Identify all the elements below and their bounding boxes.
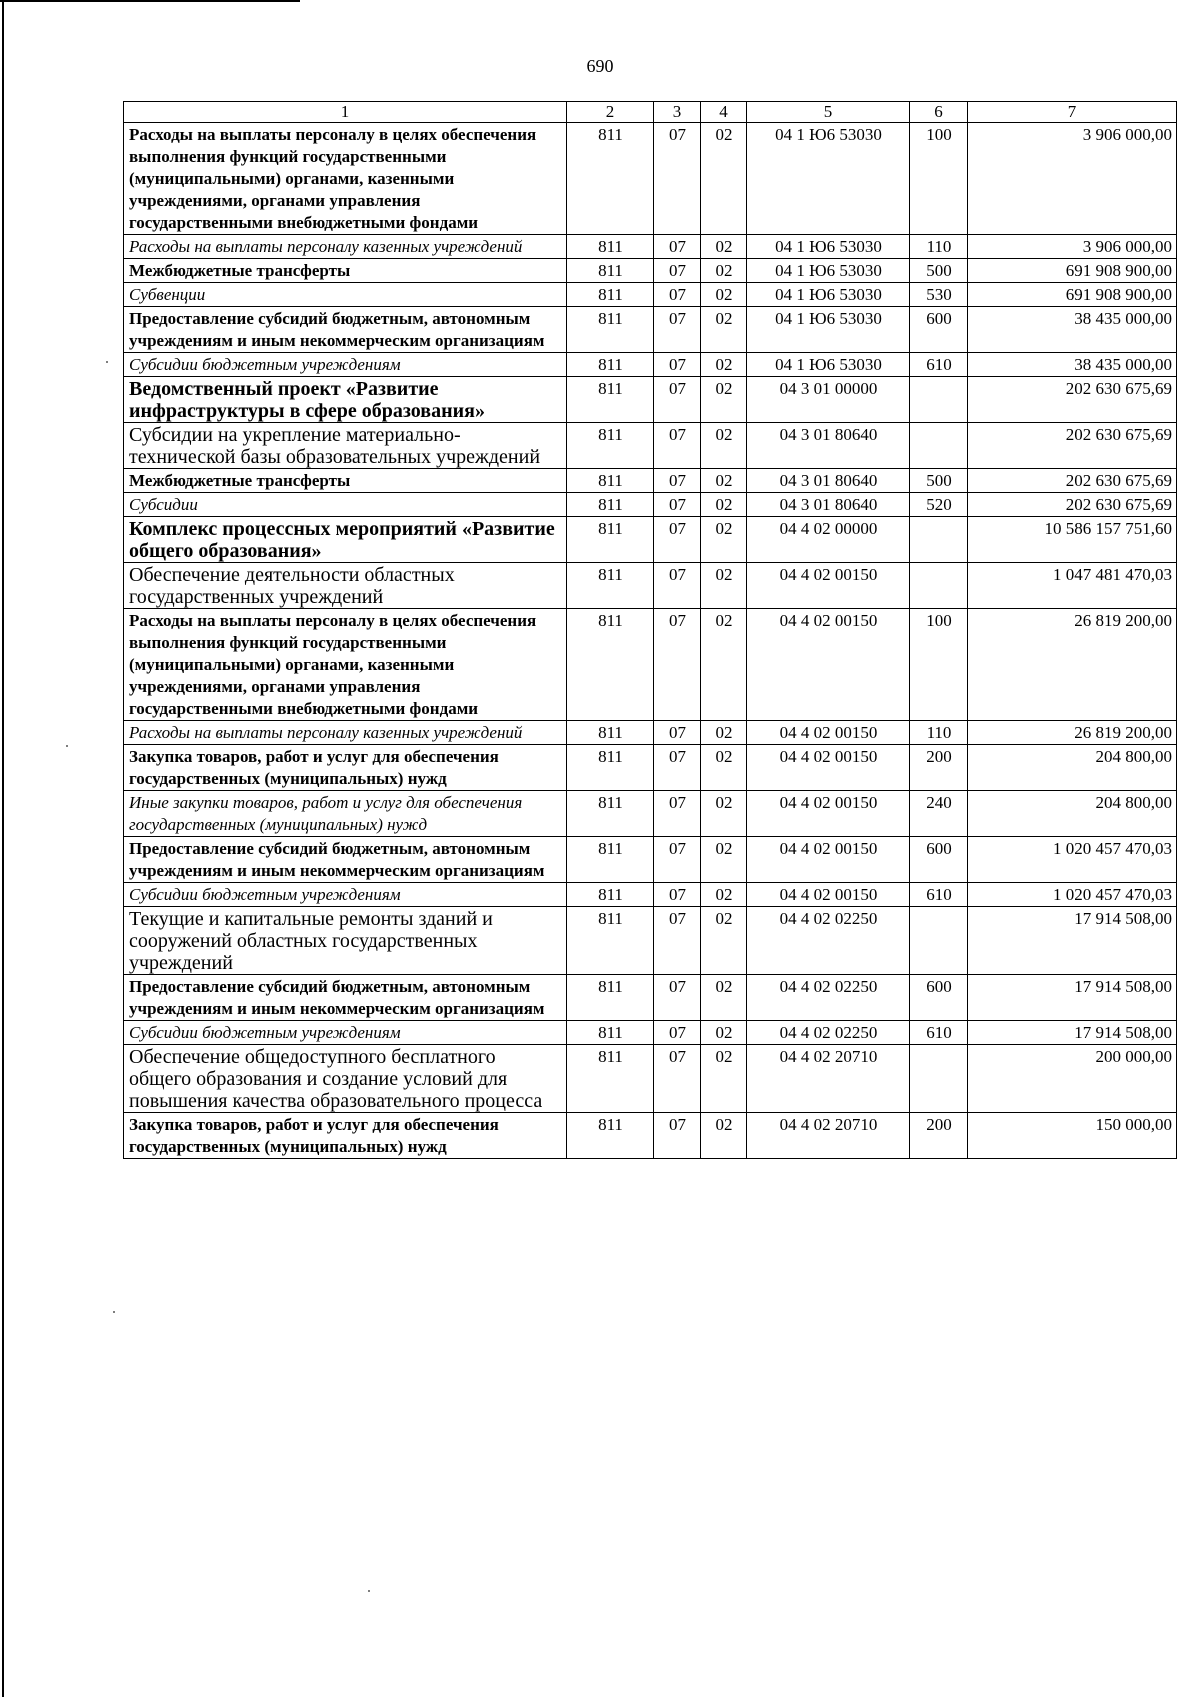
table-row [124,1045,1177,1113]
row-amount: 200 000,00 [968,1045,1177,1113]
row-amount: 3 906 000,00 [968,235,1177,259]
row-amount: 26 819 200,00 [968,609,1177,721]
row-name: Иные закупки товаров, работ и услуг для обеспечения государственных (муниципальных) нужд [124,791,567,837]
row-subsection-code: 02 [701,123,747,235]
row-expense-type: 240 [910,791,968,837]
row-name: Межбюджетные трансферты [124,259,567,283]
row-name: Субвенции [124,283,567,307]
row-section-code: 07 [654,283,701,307]
row-amount: 17 914 508,00 [968,1021,1177,1045]
table-row [124,721,1177,745]
row-expense-type [910,907,968,975]
row-name: Субсидии бюджетным учреждениям [124,353,567,377]
column-header: 2 [567,102,654,123]
scan-speck [106,361,108,363]
row-section-code: 07 [654,307,701,353]
row-section-code: 07 [654,1021,701,1045]
row-ministry-code: 811 [567,745,654,791]
row-ministry-code: 811 [567,259,654,283]
row-ministry-code: 811 [567,123,654,235]
row-name: Субсидии на укрепление материально-технической базы образовательных учреждений [124,423,567,469]
table-row [124,609,1177,721]
table-row [124,307,1177,353]
row-name: Предоставление субсидий бюджетным, автономным учреждениям и иным некоммерческим организациям [124,837,567,883]
row-name: Обеспечение общедоступного бесплатного общего образования и создание условий для повышения качества образовательного процесса [124,1045,567,1113]
row-expense-type: 500 [910,469,968,493]
row-amount: 204 800,00 [968,791,1177,837]
row-ministry-code: 811 [567,377,654,423]
table-row [124,745,1177,791]
row-expense-type [910,1045,968,1113]
row-target-article: 04 4 02 00150 [747,721,910,745]
row-amount: 204 800,00 [968,745,1177,791]
table-row [124,377,1177,423]
column-header: 1 [124,102,567,123]
budget-table [123,101,1177,1159]
row-expense-type [910,377,968,423]
row-subsection-code: 02 [701,837,747,883]
row-amount: 1 047 481 470,03 [968,563,1177,609]
row-subsection-code: 02 [701,307,747,353]
row-subsection-code: 02 [701,259,747,283]
row-amount: 150 000,00 [968,1113,1177,1159]
row-name: Предоставление субсидий бюджетным, автономным учреждениям и иным некоммерческим организациям [124,307,567,353]
row-expense-type [910,517,968,563]
row-name: Межбюджетные трансферты [124,469,567,493]
row-expense-type: 200 [910,1113,968,1159]
row-name: Расходы на выплаты персоналу в целях обеспечения выполнения функций государственными (муниципальными) органами, казенными учреждениями, органами управления государственными внебюджетными фондами [124,609,567,721]
row-ministry-code: 811 [567,791,654,837]
row-expense-type: 110 [910,721,968,745]
row-amount: 3 906 000,00 [968,123,1177,235]
row-ministry-code: 811 [567,883,654,907]
row-section-code: 07 [654,745,701,791]
row-subsection-code: 02 [701,975,747,1021]
row-section-code: 07 [654,423,701,469]
row-ministry-code: 811 [567,493,654,517]
table-row [124,469,1177,493]
row-name: Субсидии бюджетным учреждениям [124,883,567,907]
row-section-code: 07 [654,883,701,907]
row-amount: 202 630 675,69 [968,423,1177,469]
row-amount: 38 435 000,00 [968,307,1177,353]
row-target-article: 04 3 01 80640 [747,493,910,517]
row-subsection-code: 02 [701,721,747,745]
column-header: 5 [747,102,910,123]
table-row [124,837,1177,883]
row-ministry-code: 811 [567,975,654,1021]
row-expense-type: 610 [910,353,968,377]
row-name: Субсидии [124,493,567,517]
table-row [124,563,1177,609]
row-target-article: 04 1 Ю6 53030 [747,307,910,353]
row-target-article: 04 4 02 00150 [747,609,910,721]
table-row [124,791,1177,837]
table-row [124,353,1177,377]
row-section-code: 07 [654,563,701,609]
row-section-code: 07 [654,1113,701,1159]
row-ministry-code: 811 [567,423,654,469]
row-section-code: 07 [654,517,701,563]
row-target-article: 04 4 02 00150 [747,791,910,837]
row-section-code: 07 [654,975,701,1021]
row-section-code: 07 [654,469,701,493]
row-target-article: 04 4 02 02250 [747,907,910,975]
row-section-code: 07 [654,837,701,883]
table-row [124,1113,1177,1159]
table-row [124,283,1177,307]
row-name: Субсидии бюджетным учреждениям [124,1021,567,1045]
row-target-article: 04 1 Ю6 53030 [747,353,910,377]
row-amount: 10 586 157 751,60 [968,517,1177,563]
row-expense-type: 200 [910,745,968,791]
row-target-article: 04 1 Ю6 53030 [747,123,910,235]
row-target-article: 04 4 02 20710 [747,1045,910,1113]
row-section-code: 07 [654,259,701,283]
row-subsection-code: 02 [701,423,747,469]
column-header: 7 [968,102,1177,123]
row-target-article: 04 3 01 80640 [747,469,910,493]
row-section-code: 07 [654,353,701,377]
row-section-code: 07 [654,123,701,235]
row-section-code: 07 [654,609,701,721]
row-subsection-code: 02 [701,235,747,259]
row-target-article: 04 4 02 02250 [747,1021,910,1045]
page-number: 690 [586,56,614,76]
row-target-article: 04 4 02 00150 [747,837,910,883]
row-name: Расходы на выплаты персоналу в целях обеспечения выполнения функций государственными (муниципальными) органами, казенными учреждениями, органами управления государственными внебюджетными фондами [124,123,567,235]
row-ministry-code: 811 [567,307,654,353]
row-name: Закупка товаров, работ и услуг для обеспечения государственных (муниципальных) нужд [124,745,567,791]
row-expense-type: 600 [910,837,968,883]
row-name: Расходы на выплаты персоналу казенных учреждений [124,721,567,745]
row-amount: 691 908 900,00 [968,259,1177,283]
row-ministry-code: 811 [567,235,654,259]
row-target-article: 04 1 Ю6 53030 [747,259,910,283]
row-subsection-code: 02 [701,563,747,609]
row-ministry-code: 811 [567,907,654,975]
row-subsection-code: 02 [701,353,747,377]
row-subsection-code: 02 [701,609,747,721]
row-subsection-code: 02 [701,907,747,975]
page-border-left [2,0,4,1697]
scan-speck [113,1311,115,1313]
row-target-article: 04 4 02 00150 [747,883,910,907]
row-target-article: 04 4 02 20710 [747,1113,910,1159]
row-amount: 17 914 508,00 [968,975,1177,1021]
row-amount: 202 630 675,69 [968,493,1177,517]
row-target-article: 04 4 02 00000 [747,517,910,563]
row-expense-type: 530 [910,283,968,307]
row-section-code: 07 [654,493,701,517]
row-amount: 38 435 000,00 [968,353,1177,377]
row-expense-type [910,423,968,469]
column-header: 6 [910,102,968,123]
header-row [124,102,1177,123]
scan-speck [368,1590,370,1592]
row-section-code: 07 [654,907,701,975]
row-subsection-code: 02 [701,283,747,307]
row-name: Предоставление субсидий бюджетным, автономным учреждениям и иным некоммерческим организациям [124,975,567,1021]
row-expense-type [910,563,968,609]
row-section-code: 07 [654,791,701,837]
row-expense-type: 100 [910,609,968,721]
row-name: Расходы на выплаты персоналу казенных учреждений [124,235,567,259]
table-row [124,235,1177,259]
row-ministry-code: 811 [567,563,654,609]
row-target-article: 04 4 02 02250 [747,975,910,1021]
row-expense-type: 100 [910,123,968,235]
row-expense-type: 600 [910,975,968,1021]
table-row [124,123,1177,235]
row-ministry-code: 811 [567,469,654,493]
row-expense-type: 610 [910,1021,968,1045]
row-subsection-code: 02 [701,517,747,563]
row-expense-type: 500 [910,259,968,283]
row-section-code: 07 [654,1045,701,1113]
row-name: Обеспечение деятельности областных государственных учреждений [124,563,567,609]
table-row [124,517,1177,563]
table-body [124,123,1177,1159]
row-amount: 26 819 200,00 [968,721,1177,745]
row-target-article: 04 4 02 00150 [747,563,910,609]
row-section-code: 07 [654,377,701,423]
row-target-article: 04 1 Ю6 53030 [747,235,910,259]
table-row [124,1021,1177,1045]
row-subsection-code: 02 [701,745,747,791]
row-amount: 1 020 457 470,03 [968,883,1177,907]
row-subsection-code: 02 [701,1045,747,1113]
table-row [124,883,1177,907]
row-ministry-code: 811 [567,283,654,307]
row-target-article: 04 3 01 00000 [747,377,910,423]
row-name: Комплекс процессных мероприятий «Развитие общего образования» [124,517,567,563]
row-ministry-code: 811 [567,1021,654,1045]
page-border-top [0,0,300,6]
row-ministry-code: 811 [567,353,654,377]
row-ministry-code: 811 [567,609,654,721]
row-amount: 202 630 675,69 [968,377,1177,423]
row-expense-type: 600 [910,307,968,353]
table-row [124,907,1177,975]
row-target-article: 04 1 Ю6 53030 [747,283,910,307]
row-section-code: 07 [654,235,701,259]
row-section-code: 07 [654,721,701,745]
row-name: Ведомственный проект «Развитие инфраструктуры в сфере образования» [124,377,567,423]
table-row [124,493,1177,517]
row-subsection-code: 02 [701,377,747,423]
row-amount: 1 020 457 470,03 [968,837,1177,883]
row-ministry-code: 811 [567,1113,654,1159]
row-target-article: 04 4 02 00150 [747,745,910,791]
row-subsection-code: 02 [701,493,747,517]
table-row [124,975,1177,1021]
row-amount: 202 630 675,69 [968,469,1177,493]
column-header: 3 [654,102,701,123]
table-row [124,259,1177,283]
row-ministry-code: 811 [567,721,654,745]
row-amount: 17 914 508,00 [968,907,1177,975]
row-name: Текущие и капитальные ремонты зданий и сооружений областных государственных учреждений [124,907,567,975]
row-subsection-code: 02 [701,1113,747,1159]
row-subsection-code: 02 [701,883,747,907]
row-target-article: 04 3 01 80640 [747,423,910,469]
row-name: Закупка товаров, работ и услуг для обеспечения государственных (муниципальных) нужд [124,1113,567,1159]
row-expense-type: 110 [910,235,968,259]
row-ministry-code: 811 [567,837,654,883]
row-ministry-code: 811 [567,517,654,563]
column-header: 4 [701,102,747,123]
row-expense-type: 520 [910,493,968,517]
row-expense-type: 610 [910,883,968,907]
row-subsection-code: 02 [701,469,747,493]
table-row [124,423,1177,469]
row-ministry-code: 811 [567,1045,654,1113]
row-subsection-code: 02 [701,1021,747,1045]
row-amount: 691 908 900,00 [968,283,1177,307]
scan-speck [66,745,68,747]
row-subsection-code: 02 [701,791,747,837]
